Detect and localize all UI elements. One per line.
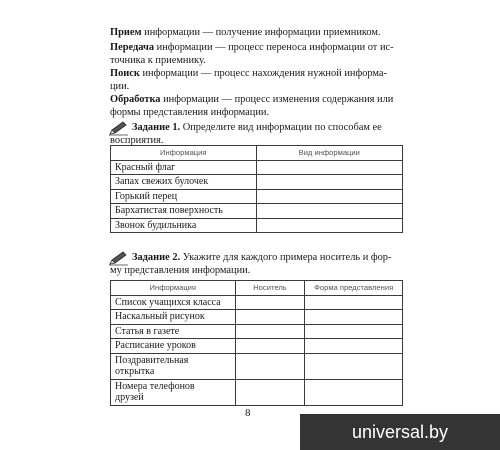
answer-cell[interactable] [235, 353, 305, 379]
row-label: Наскальный рисунок [111, 310, 236, 325]
table-header-row [111, 146, 403, 161]
answer-cell[interactable] [305, 295, 403, 310]
definition-transfer: Передача информации — процесс переноса информации от ис- точника к приемнику. [110, 42, 394, 66]
task-2-text-line2: му представления информации. [110, 264, 251, 276]
table-row [111, 160, 403, 175]
table-row [111, 218, 403, 233]
answer-cell[interactable] [235, 379, 305, 405]
answer-cell[interactable] [256, 160, 402, 175]
table-row [111, 310, 403, 325]
table-row [111, 353, 403, 379]
answer-cell[interactable] [235, 339, 305, 354]
answer-cell[interactable] [305, 324, 403, 339]
answer-cell[interactable] [305, 310, 403, 325]
row-label: Бархатистая поверхность [111, 204, 257, 219]
row-label: Красный флаг [111, 160, 257, 175]
answer-cell[interactable] [305, 353, 403, 379]
answer-cell[interactable] [256, 218, 402, 233]
answer-cell[interactable] [235, 310, 305, 325]
row-label: Номера телефонов друзей [111, 379, 236, 405]
row-label: Запах свежих булочек [111, 175, 257, 190]
table-row [111, 189, 403, 204]
header-form: Форма представления [305, 281, 403, 296]
task-2-text: Задание 2. Укажите для каждого примера носитель и фор- [132, 252, 392, 263]
table-row [111, 175, 403, 190]
answer-cell[interactable] [235, 324, 305, 339]
answer-cell[interactable] [305, 379, 403, 405]
task-1-text: Задание 1. Определите вид информации по способам ее [132, 122, 382, 133]
row-label: Список учащихся класса [111, 295, 236, 310]
row-label: Расписание уроков [111, 339, 236, 354]
header-information: Информация [111, 146, 257, 161]
answer-cell[interactable] [235, 295, 305, 310]
page-number: 8 [245, 407, 251, 419]
task-1-text-line2: восприятия. [110, 134, 164, 146]
answer-cell[interactable] [256, 175, 402, 190]
table-row [111, 324, 403, 339]
table-header-row [111, 281, 403, 296]
row-label: Поздравительная открытка [111, 353, 236, 379]
header-carrier: Носитель [235, 281, 305, 296]
row-label: Горький перец [111, 189, 257, 204]
header-information: Информация [111, 281, 236, 296]
table-row [111, 204, 403, 219]
watermark-badge: universal.by [300, 414, 500, 450]
header-info-type: Вид информации [256, 146, 402, 161]
table-row [111, 295, 403, 310]
row-label: Статья в газете [111, 324, 236, 339]
table-row [111, 339, 403, 354]
task-2-table [110, 280, 403, 406]
row-label: Звонок будильника [111, 218, 257, 233]
definition-processing: Обработка информации — процесс изменения содержания или формы представления информации. [110, 94, 394, 118]
task-1-table [110, 145, 403, 233]
answer-cell[interactable] [305, 339, 403, 354]
answer-cell[interactable] [256, 189, 402, 204]
definition-reception: Прием информации — получение информации приемником. [110, 27, 381, 38]
table-row [111, 379, 403, 405]
definition-search: Поиск информации — процесс нахождения нужной информа- ции. [110, 68, 388, 92]
answer-cell[interactable] [256, 204, 402, 219]
